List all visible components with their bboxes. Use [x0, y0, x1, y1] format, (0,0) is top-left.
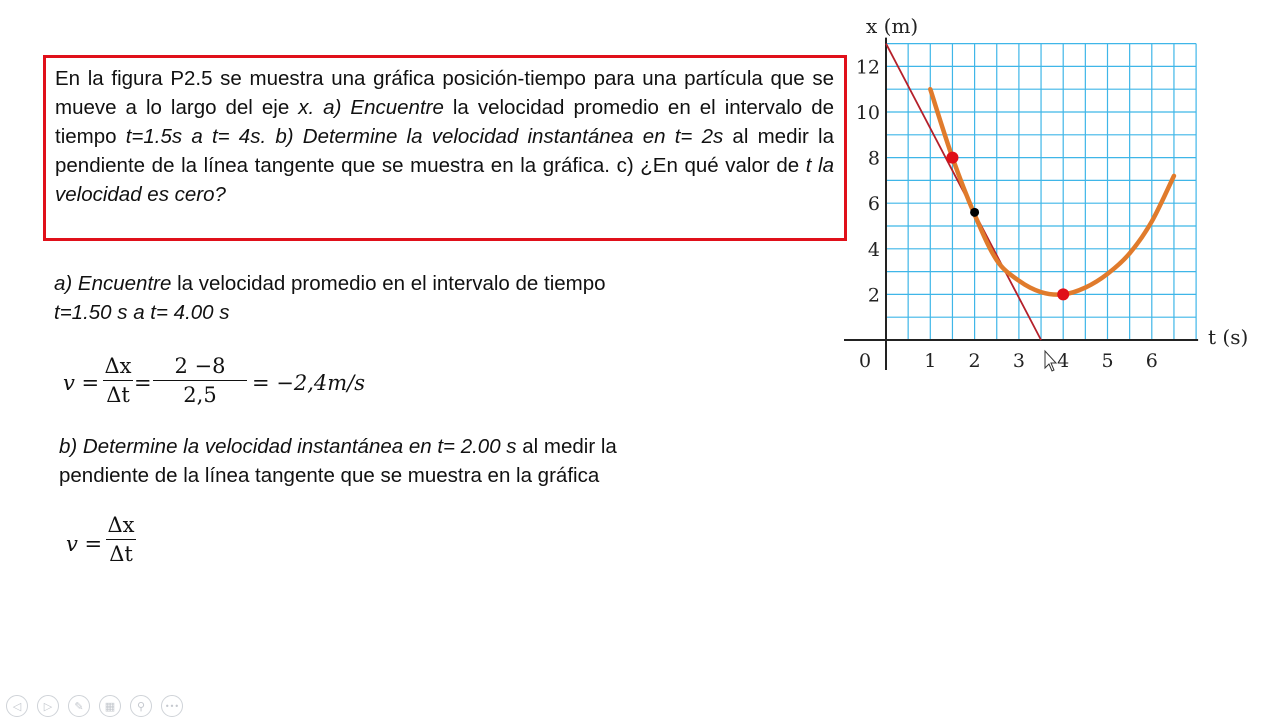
next-icon[interactable]: ▷: [37, 695, 59, 717]
part-b-rest: al medir la: [516, 435, 617, 458]
problem-text-1: En la figura P2.5 se muestra una gráfica posición-tiempo para una partícula que se mueve a lo largo del eje: [55, 67, 834, 119]
problem-text-3: la velocidad promedio en el intervalo de tiempo: [55, 96, 835, 148]
x-tick-label: 1: [924, 350, 937, 372]
part-b-line2: pendiente de la línea tangente que se muestra en la gráfica: [59, 464, 600, 487]
eq-b-lhs: v =: [66, 532, 103, 556]
eq-a-den-2: 2,5: [183, 383, 217, 407]
problem-text-4: t=1.5s a t= 4s. b) Determine la velocidad instantánea en t= 2s: [125, 125, 724, 148]
eq-b-num: Δx: [107, 513, 135, 537]
eq-a-den-1: Δt: [106, 383, 130, 407]
marked-point: [970, 208, 979, 217]
part-b-heading: [59, 435, 617, 459]
x-tick-label: 5: [1101, 350, 1114, 372]
marked-point: [1057, 288, 1069, 300]
eq-a-equals: =: [134, 371, 152, 395]
problem-text-2: x. a) Encuentre: [298, 96, 444, 119]
y-axis-title: x (m): [866, 14, 919, 38]
more-icon[interactable]: •••: [161, 695, 183, 717]
part-a-interval-text: t=1.50 s a t= 4.00 s: [54, 301, 230, 324]
y-tick-label: 12: [855, 56, 880, 79]
y-tick-label: 2: [867, 284, 880, 307]
y-tick-label: 6: [867, 193, 880, 216]
pen-icon[interactable]: ✎: [68, 695, 90, 717]
x-tick-label: 6: [1145, 350, 1158, 372]
eq-a-num-2: 2 −8: [174, 354, 226, 378]
x-tick-label: 0: [858, 350, 872, 372]
part-a-rest: la velocidad promedio en el intervalo de tiempo: [171, 272, 606, 295]
part-a-italic: a) Encuentre: [54, 272, 172, 295]
eq-a-fraction-2: [153, 354, 247, 407]
problem-text-5: al medir la pendiente de la línea tangente que se muestra en la gráfica. c) ¿En qué valor de: [55, 125, 834, 177]
prev-icon[interactable]: ◁: [6, 695, 28, 717]
y-tick-label: 10: [855, 102, 880, 124]
problem-statement-box: [43, 55, 847, 241]
eq-a-result: = −2,4m/s: [252, 371, 366, 395]
slides-icon[interactable]: ▦: [99, 695, 121, 717]
position-curve: [930, 89, 1174, 294]
part-a-interval: [54, 301, 230, 325]
mouse-cursor-icon: [1045, 351, 1056, 371]
x-axis-title: t (s): [1208, 325, 1249, 349]
eq-a-num-1: Δx: [104, 354, 132, 378]
eq-b-fraction: [106, 513, 136, 566]
slideshow-toolbar: [6, 695, 183, 717]
part-a-heading: [54, 272, 606, 296]
zoom-icon[interactable]: ⚲: [130, 695, 152, 717]
eq-a-fraction-1: [103, 354, 133, 407]
graph-grid: [886, 44, 1196, 340]
axis-labels: [856, 14, 1248, 372]
position-curve-path: [930, 89, 1174, 294]
position-time-graph: [840, 10, 1260, 390]
x-tick-label: 2: [968, 350, 981, 372]
marked-point: [946, 152, 958, 164]
eq-a-lhs: v =: [63, 371, 100, 395]
y-tick-label: 4: [867, 238, 880, 261]
x-tick-label: 4: [1057, 350, 1070, 372]
eq-b-den: Δt: [109, 542, 133, 566]
x-tick-label: 3: [1012, 350, 1025, 372]
problem-text-6: t la velocidad es cero?: [55, 154, 834, 206]
y-tick-label: 8: [867, 147, 880, 170]
part-b-italic: b) Determine la velocidad instantánea en t= 2.00 s: [59, 435, 517, 458]
